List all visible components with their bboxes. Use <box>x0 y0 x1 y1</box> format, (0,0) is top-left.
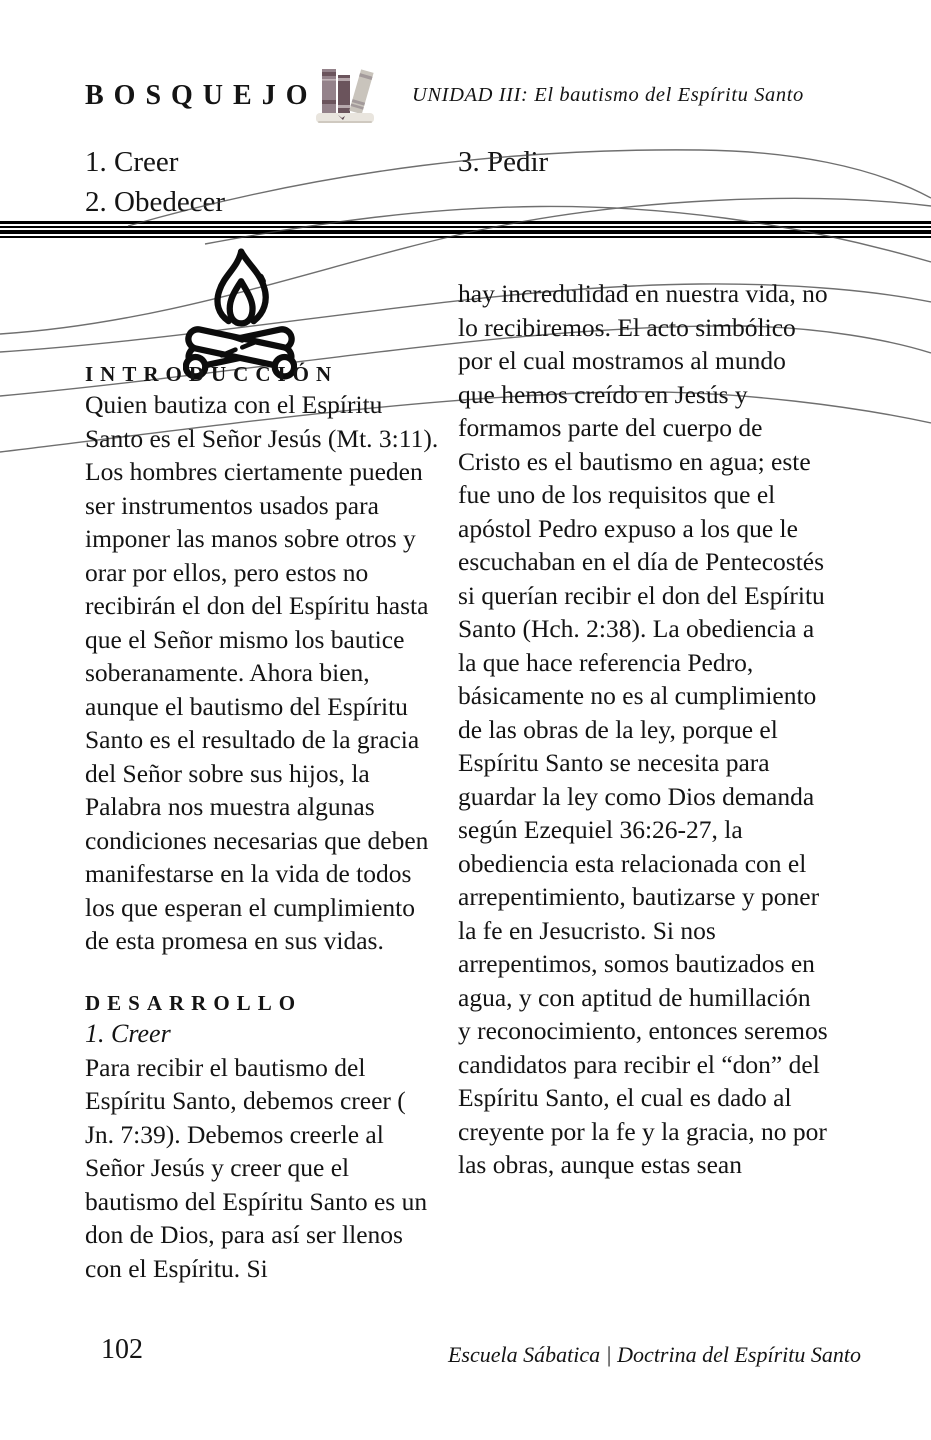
right-column-paragraph: hay incredulidad en nuestra vida, no lo recibiremos. El acto simbólico por el cual mostramos al mundo que hemos creído en Jesús y formamos parte del cuerpo de Cristo es el bautismo en agua; este fue uno de los requisitos que el apóstol Pedro expuso a los que le escuchaban en el día de Pentecostés si querían recibir el don del Espíritu Santo (Hch. 2:38). La obediencia a la que hace referencia Pedro, básicamente no es al cumplimiento de las obras de la ley, porque el Espíritu Santo se necesita para guardar la ley como Dios demanda según Ezequiel 36:26-27, la obediencia esta relacionada con el arrepentimiento, bautizarse y poner la fe en Jesucristo. Si nos arrepentimos, somos bautizados en agua, y con aptitud de humillación y reconocimiento, entonces seremos candidatos para recibir el “don” del Espíritu Santo, el cual es dado al creyente por la fe y la gracia, no por las obras, aunque estas sean <box>458 279 828 1179</box>
desarrollo-subheading: 1. Creer <box>85 1018 171 1048</box>
intro-paragraph: Quien bautiza con el Espíritu Santo es el Señor Jesús (Mt. 3:11). Los hombres ciertamente pueden ser instrumentos usados para imponer las manos sobre otros y orar por ellos, pero estos no recibirán el don del Espíritu hasta que el Señor mismo los bautice soberanamente. Ahora bien, aunque el bautismo del Espíritu Santo es el resultado de la gracia del Señor sobre sus hijos, la Palabra nos muestra algunas condiciones necesarias que deben manifestarse en la vida de todos los que esperan el cumplimiento de esta promesa en sus vidas. <box>85 390 439 955</box>
page-number: 102 <box>101 1334 143 1365</box>
footer-credit: Escuela Sábatica | Doctrina del Espíritu Santo <box>447 1342 861 1367</box>
outline-item-2: 2. Obedecer <box>85 186 226 218</box>
section-divider <box>0 221 931 238</box>
left-column <box>85 360 441 1285</box>
unit-title: UNIDAD III: El bautismo del Espíritu Santo <box>412 84 804 106</box>
desarrollo-paragraph: Para recibir el bautismo del Espíritu Santo, debemos creer ( Jn. 7:39). Debemos creerle al Señor Jesús y creer que el bautismo del Espíritu Santo es un don de Dios, para así ser llenos con el Espíritu. Si <box>85 1052 428 1283</box>
outline-item-1: 1. Creer <box>85 146 179 178</box>
desarrollo-heading: DESARROLLO <box>85 990 303 1015</box>
right-column <box>458 277 828 1182</box>
books-icon <box>314 66 378 126</box>
page-title: BOSQUEJO <box>85 80 318 111</box>
intro-heading: INTRODUCCIÓN <box>85 362 339 386</box>
outline-item-3: 3. Pedir <box>458 146 549 178</box>
